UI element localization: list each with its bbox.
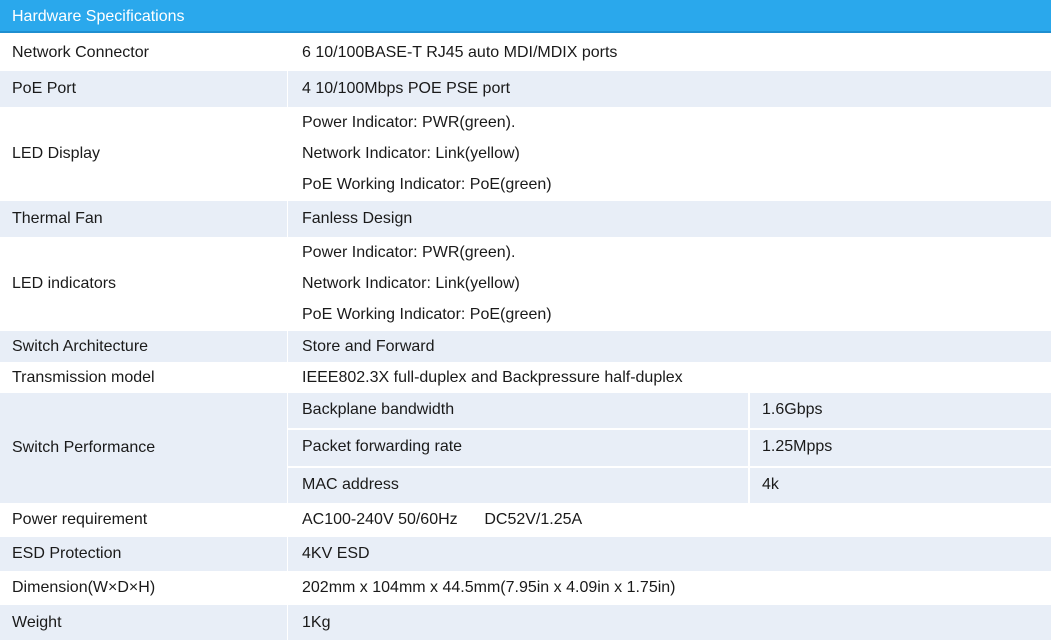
column-divider xyxy=(287,201,288,237)
spec-row-dimension xyxy=(0,571,1051,605)
column-divider xyxy=(287,331,288,362)
row-divider xyxy=(288,466,1051,468)
spec-label: LED indicators xyxy=(12,275,117,292)
spec-row-network-connector xyxy=(0,35,1051,71)
spec-value: 6 10/100BASE-T RJ45 auto MDI/MDIX ports xyxy=(302,44,618,61)
table-header xyxy=(0,0,1051,33)
spec-value: IEEE802.3X full-duplex and Backpressure half-duplex xyxy=(302,368,683,386)
spec-row-weight xyxy=(0,605,1051,640)
spec-row-switch-architecture xyxy=(0,331,1051,362)
spec-value: 4KV ESD xyxy=(302,545,370,562)
performance-metric-name: MAC address xyxy=(302,476,399,493)
spec-label: PoE Port xyxy=(12,80,77,97)
spec-value-line: Network Indicator: Link(yellow) xyxy=(302,275,520,292)
spec-value-line: Power Indicator: PWR(green). xyxy=(302,244,516,261)
spec-label: LED Display xyxy=(12,145,101,162)
spec-row-poe-port xyxy=(0,71,1051,107)
spec-value-line: Power Indicator: PWR(green). xyxy=(302,114,516,131)
spec-value: 4 10/100Mbps POE PSE port xyxy=(302,80,511,97)
spec-label: Thermal Fan xyxy=(12,210,103,227)
performance-metric-name: Backplane bandwidth xyxy=(302,401,455,418)
spec-row-switch-performance xyxy=(0,393,1051,503)
spec-row-transmission-model xyxy=(0,362,1051,393)
spec-label: Power requirement xyxy=(12,511,148,528)
spec-value-line: Network Indicator: Link(yellow) xyxy=(302,145,520,162)
spec-value-line: PoE Working Indicator: PoE(green) xyxy=(302,306,552,323)
column-divider xyxy=(287,71,288,107)
spec-row-led-display xyxy=(0,107,1051,201)
spec-value: AC100-240V 50/60Hz DC52V/1.25A xyxy=(302,511,583,528)
spec-value: 1Kg xyxy=(302,613,331,631)
spec-value-list xyxy=(302,237,1002,331)
column-divider xyxy=(748,393,750,503)
spec-row-thermal-fan xyxy=(0,201,1051,237)
spec-value: Store and Forward xyxy=(302,337,435,355)
performance-metric-value: 1.25Mpps xyxy=(762,438,833,455)
performance-metric-value: 4k xyxy=(762,476,779,493)
spec-value: Fanless Design xyxy=(302,210,413,227)
spec-label: ESD Protection xyxy=(12,545,122,562)
spec-value-list xyxy=(302,107,1002,201)
table-title: Hardware Specifications xyxy=(12,8,185,25)
spec-label: Network Connector xyxy=(12,44,149,61)
spec-label: Transmission model xyxy=(12,368,155,386)
column-divider xyxy=(287,537,288,571)
spec-label: Switch Performance xyxy=(12,439,156,456)
spec-row-esd-protection xyxy=(0,537,1051,571)
spec-label: Weight xyxy=(12,613,62,631)
performance-metric-value: 1.6Gbps xyxy=(762,401,823,418)
column-divider xyxy=(287,393,288,503)
spec-row-led-indicators xyxy=(0,237,1051,331)
column-divider xyxy=(287,605,288,640)
spec-row-power-requirement xyxy=(0,503,1051,537)
spec-label: Dimension(W×D×H) xyxy=(12,579,156,596)
row-divider xyxy=(288,428,1051,430)
performance-metric-name: Packet forwarding rate xyxy=(302,438,463,455)
spec-value-line: PoE Working Indicator: PoE(green) xyxy=(302,176,552,193)
spec-label: Switch Architecture xyxy=(12,337,149,355)
spec-value: 202mm x 104mm x 44.5mm(7.95in x 4.09in x 1.75in) xyxy=(302,579,676,596)
